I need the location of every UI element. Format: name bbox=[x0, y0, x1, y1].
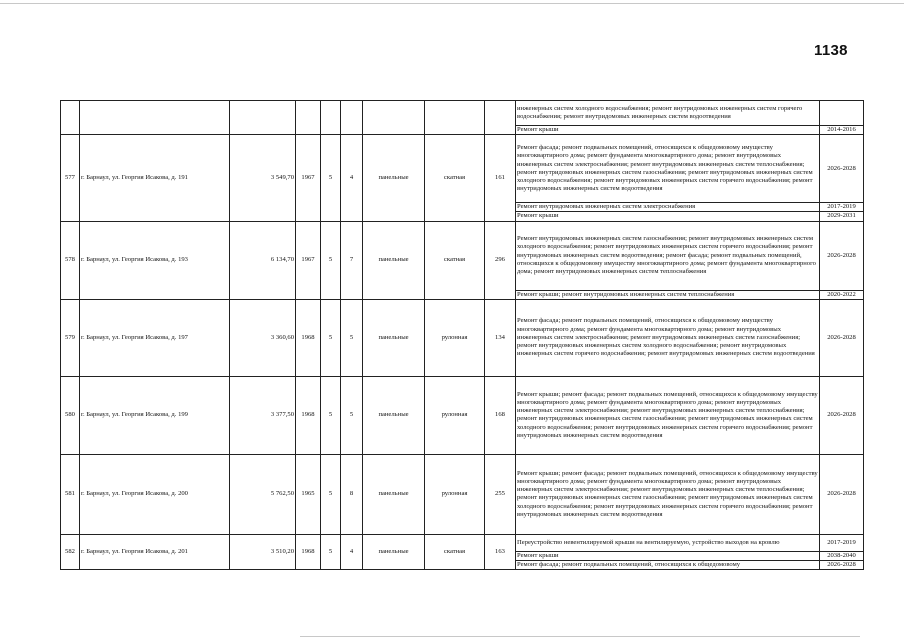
house-area: 3 510,20 bbox=[230, 534, 296, 569]
floors-count: 5 bbox=[321, 135, 341, 221]
roof-type: скатная bbox=[425, 135, 485, 221]
row-number: 578 bbox=[61, 221, 80, 299]
table-row bbox=[61, 101, 864, 126]
floors-count: 5 bbox=[321, 454, 341, 534]
house-area: 3 360,60 bbox=[230, 299, 296, 376]
floors-count bbox=[321, 101, 341, 135]
residents-count: 163 bbox=[485, 534, 516, 569]
repair-period: 2017-2019 bbox=[820, 203, 864, 212]
entrances-count: 8 bbox=[341, 454, 363, 534]
build-year bbox=[296, 101, 321, 135]
row-number: 580 bbox=[61, 376, 80, 454]
roof-type: рулонная bbox=[425, 454, 485, 534]
repair-work: Ремонт внутридомовых инженерных систем электроснабжения bbox=[516, 203, 820, 212]
house-address: г. Барнаул, ул. Георгия Исакова, д. 197 bbox=[80, 299, 230, 376]
build-year: 1967 bbox=[296, 135, 321, 221]
wall-material bbox=[363, 101, 425, 135]
repair-period bbox=[820, 101, 864, 126]
row-number: 579 bbox=[61, 299, 80, 376]
roof-type: рулонная bbox=[425, 299, 485, 376]
residents-count: 161 bbox=[485, 135, 516, 221]
repair-work: Ремонт крыши; ремонт внутридомовых инженерных систем теплоснабжения bbox=[516, 290, 820, 299]
table-row bbox=[61, 299, 864, 376]
roof-type: рулонная bbox=[425, 376, 485, 454]
repair-period: 2017-2019 bbox=[820, 534, 864, 551]
roof-type: скатная bbox=[425, 534, 485, 569]
repair-work: Ремонт фасада; ремонт подвальных помещений, относящихся к общедомовому имуществу многоквартирного дома; ремонт фундамента многоквартирного дома; ремонт внутридомовых инженерных систем электроснабжения; ремонт внутридомовых инженерных систем газоснабжения; ремонт внутридомовых инженерных систем холодного водоснабжения; ремонт внутридомовых инженерных систем горячего водоснабжения; ремонт внутридомовых инженерных систем водоотведения bbox=[516, 299, 820, 376]
house-address: г. Барнаул, ул. Георгия Исакова, д. 199 bbox=[80, 376, 230, 454]
floors-count: 5 bbox=[321, 299, 341, 376]
entrances-count bbox=[341, 101, 363, 135]
repair-work: Ремонт фасада; ремонт подвальных помещений, относящихся к общедомовому bbox=[516, 561, 820, 570]
repair-period: 2026-2028 bbox=[820, 454, 864, 534]
entrances-count: 7 bbox=[341, 221, 363, 299]
repair-period: 2026-2028 bbox=[820, 561, 864, 570]
repair-period: 2038-2040 bbox=[820, 551, 864, 560]
floors-count: 5 bbox=[321, 534, 341, 569]
row-number bbox=[61, 101, 80, 135]
wall-material: панельные bbox=[363, 135, 425, 221]
roof-type bbox=[425, 101, 485, 135]
floors-count: 5 bbox=[321, 376, 341, 454]
residents-count: 168 bbox=[485, 376, 516, 454]
housing-repair-table bbox=[60, 100, 864, 570]
wall-material: панельные bbox=[363, 221, 425, 299]
residents-count: 296 bbox=[485, 221, 516, 299]
table-row bbox=[61, 221, 864, 290]
build-year: 1968 bbox=[296, 299, 321, 376]
repair-period: 2026-2028 bbox=[820, 221, 864, 290]
table-row bbox=[61, 376, 864, 454]
wall-material: панельные bbox=[363, 376, 425, 454]
repair-period: 2014-2016 bbox=[820, 126, 864, 135]
house-area bbox=[230, 101, 296, 135]
repair-work: инженерных систем холодного водоснабжения; ремонт внутридомовых инженерных систем горячего водоснабжения; ремонт внутридомовых инженерных систем водоотведения bbox=[516, 101, 820, 126]
repair-work: Ремонт внутридомовых инженерных систем газоснабжения; ремонт внутридомовых инженерных систем холодного водоснабжения; ремонт внутридомовых инженерных систем горячего водоснабжения; ремонт внутридомовых инженерных систем водоотведения; ремонт фасада; ремонт подвальных помещений, относящихся к общедомовому имуществу многоквартирного дома; ремонт фундамента многоквартирного дома; ремонт внутридомовых инженерных систем теплоснабжения bbox=[516, 221, 820, 290]
build-year: 1965 bbox=[296, 454, 321, 534]
house-address: г. Барнаул, ул. Георгия Исакова, д. 193 bbox=[80, 221, 230, 299]
residents-count: 134 bbox=[485, 299, 516, 376]
repair-work: Ремонт фасада; ремонт подвальных помещений, относящихся к общедомовому имуществу многоквартирного дома; ремонт фундамента многоквартирного дома; ремонт внутридомовых инженерных систем электроснабжения; ремонт внутридомовых инженерных систем теплоснабжения; ремонт внутридомовых инженерных систем газоснабжения; ремонт внутридомовых инженерных систем холодного водоснабжения; ремонт внутридомовых инженерных систем горячего водоснабжения; ремонт внутридомовых инженерных систем водоотведения bbox=[516, 135, 820, 203]
table-row bbox=[61, 534, 864, 551]
wall-material: панельные bbox=[363, 299, 425, 376]
scan-edge-top bbox=[0, 3, 904, 4]
build-year: 1967 bbox=[296, 221, 321, 299]
repair-work: Ремонт крыши bbox=[516, 212, 820, 221]
build-year: 1968 bbox=[296, 376, 321, 454]
house-area: 6 134,70 bbox=[230, 221, 296, 299]
row-number: 582 bbox=[61, 534, 80, 569]
entrances-count: 5 bbox=[341, 299, 363, 376]
roof-type: скатная bbox=[425, 221, 485, 299]
entrances-count: 4 bbox=[341, 534, 363, 569]
row-number: 577 bbox=[61, 135, 80, 221]
house-address bbox=[80, 101, 230, 135]
repair-work: Ремонт крыши bbox=[516, 126, 820, 135]
residents-count bbox=[485, 101, 516, 135]
house-address: г. Барнаул, ул. Георгия Исакова, д. 200 bbox=[80, 454, 230, 534]
repair-period: 2026-2028 bbox=[820, 376, 864, 454]
wall-material: панельные bbox=[363, 534, 425, 569]
row-number: 581 bbox=[61, 454, 80, 534]
entrances-count: 5 bbox=[341, 376, 363, 454]
residents-count: 255 bbox=[485, 454, 516, 534]
repair-period: 2029-2031 bbox=[820, 212, 864, 221]
repair-period: 2026-2028 bbox=[820, 299, 864, 376]
table-row bbox=[61, 454, 864, 534]
repair-period: 2026-2028 bbox=[820, 135, 864, 203]
repair-period: 2020-2022 bbox=[820, 290, 864, 299]
house-area: 5 762,50 bbox=[230, 454, 296, 534]
table-row bbox=[61, 135, 864, 203]
page-number: 1138 bbox=[814, 42, 848, 59]
house-address: г. Барнаул, ул. Георгия Исакова, д. 201 bbox=[80, 534, 230, 569]
repair-work: Ремонт крыши; ремонт фасада; ремонт подвальных помещений, относящихся к общедомовому имуществу многоквартирного дома; ремонт фундамента многоквартирного дома; ремонт внутридомовых инженерных систем электроснабжения; ремонт внутридомовых инженерных систем теплоснабжения; ремонт внутридомовых инженерных систем газоснабжения; ремонт внутридомовых инженерных систем холодного водоснабжения; ремонт внутридомовых инженерных систем горячего водоснабжения; ремонт внутридомовых инженерных систем водоотведения bbox=[516, 376, 820, 454]
wall-material: панельные bbox=[363, 454, 425, 534]
house-area: 3 549,70 bbox=[230, 135, 296, 221]
scan-edge-bottom bbox=[300, 636, 860, 637]
repair-work: Переустройство невентилируемой крыши на вентилируемую, устройство выходов на кровлю bbox=[516, 534, 820, 551]
house-area: 3 377,50 bbox=[230, 376, 296, 454]
build-year: 1968 bbox=[296, 534, 321, 569]
house-address: г. Барнаул, ул. Георгия Исакова, д. 191 bbox=[80, 135, 230, 221]
repair-work: Ремонт крыши; ремонт фасада; ремонт подвальных помещений, относящихся к общедомовому имуществу многоквартирного дома; ремонт фундамента многоквартирного дома; ремонт внутридомовых инженерных систем электроснабжения; ремонт внутридомовых инженерных систем теплоснабжения; ремонт внутридомовых инженерных систем газоснабжения; ремонт внутридомовых инженерных систем холодного водоснабжения; ремонт внутридомовых инженерных систем горячего водоснабжения; ремонт внутридомовых инженерных систем водоотведения bbox=[516, 454, 820, 534]
entrances-count: 4 bbox=[341, 135, 363, 221]
floors-count: 5 bbox=[321, 221, 341, 299]
repair-work: Ремонт крыши bbox=[516, 551, 820, 560]
